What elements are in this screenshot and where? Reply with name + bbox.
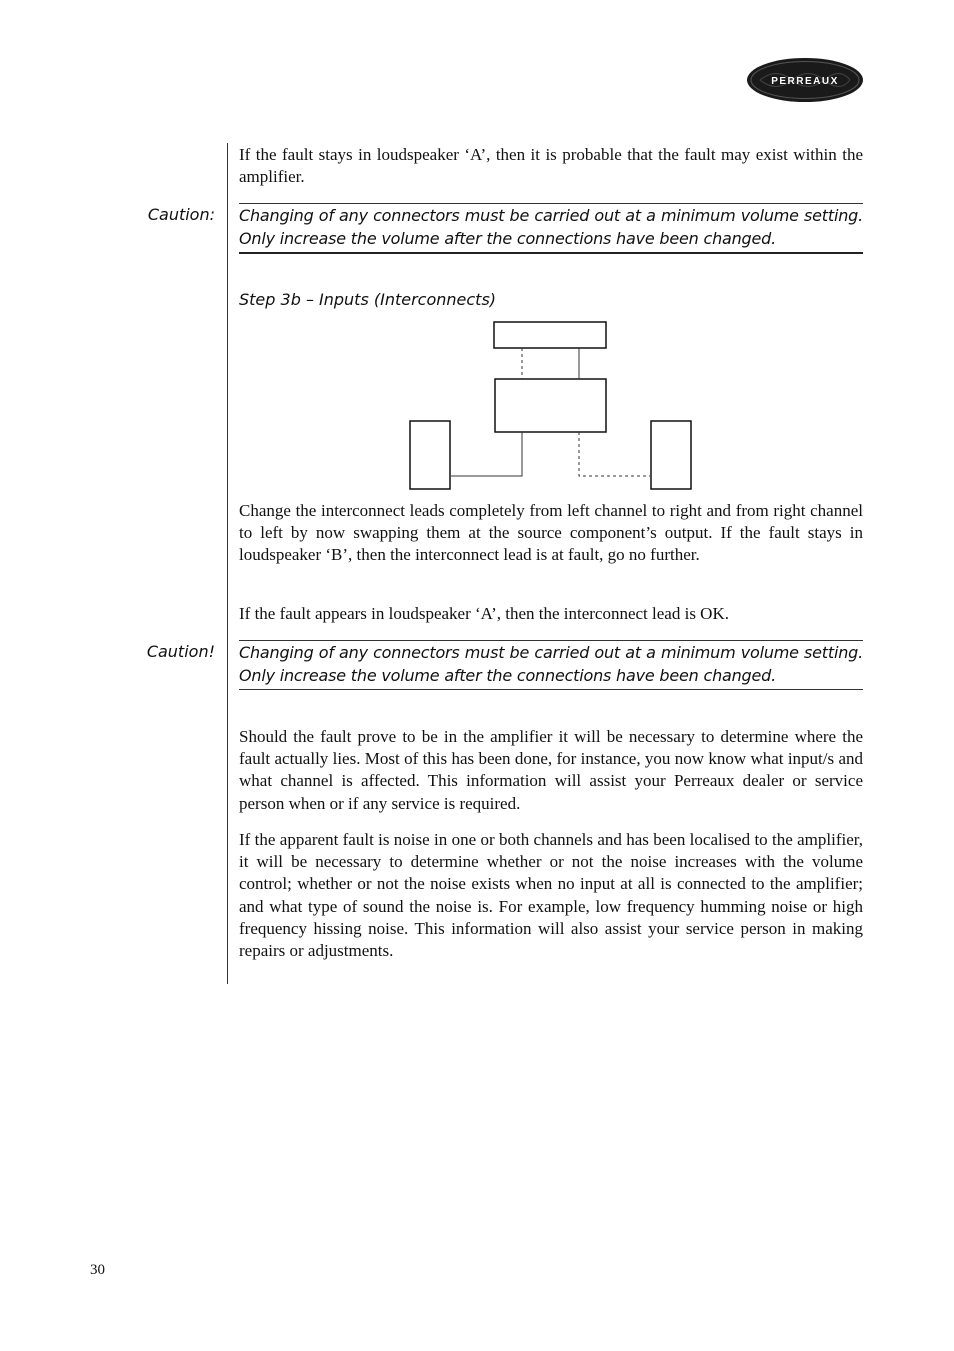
caution-box-2 xyxy=(239,640,863,690)
left-speaker-box xyxy=(410,421,450,489)
caution-label-1: Caution: xyxy=(147,205,215,224)
right-speaker-box xyxy=(651,421,691,489)
perreaux-logo-icon xyxy=(746,57,864,103)
noise-block xyxy=(239,829,863,962)
should-paragraph: Should the fault prove to be in the amplifier it will be necessary to determine where the fault actually lies. Most of this has been done, for instance, you now know what input/s and what channel is affected. This information will assist your Perreaux dealer or service person when or if any service is required. xyxy=(239,727,863,813)
intro-block xyxy=(239,144,863,188)
ok-paragraph: If the fault appears in loudspeaker ‘A’, then the interconnect lead is OK. xyxy=(239,604,729,623)
source-component-box xyxy=(494,322,606,348)
should-block xyxy=(239,726,863,815)
caution-label-2: Caution! xyxy=(146,642,215,661)
speaker-lead-left xyxy=(451,432,522,476)
margin-rule xyxy=(227,143,228,984)
noise-paragraph: If the apparent fault is noise in one or both channels and has been localised to the amplifier, it will be necessary to determine whether or not the noise increases with the volume control; whether or not the noise exists when no input at all is connected to the amplifier; and what type of sound the noise is. For example, low frequency humming noise or high frequency hissing noise. This information will also assist your service person in making repairs or adjustments. xyxy=(239,830,863,961)
page-number: 30 xyxy=(90,1262,105,1278)
caution-box-1 xyxy=(239,203,863,254)
perreaux-logo xyxy=(746,57,864,103)
step-heading-block xyxy=(239,290,863,310)
amplifier-box xyxy=(495,379,606,432)
logo-text: PERREAUX xyxy=(771,76,839,87)
ok-block xyxy=(239,603,863,625)
step-heading: Step 3b – Inputs (Interconnects) xyxy=(239,290,497,309)
caution-text-1: Changing of any connectors must be carried out at a minimum volume setting. Only increase the volume after the connections have been changed. xyxy=(239,206,863,248)
intro-paragraph: If the fault stays in loudspeaker ‘A’, then it is probable that the fault may exist within the amplifier. xyxy=(239,145,863,187)
speaker-lead-right xyxy=(579,432,650,476)
change-block xyxy=(239,500,863,567)
change-paragraph: Change the interconnect leads completely from left channel to right and from right channel to left by now swapping them at the source component’s output. If the fault stays in loudspeaker ‘B’, then the interconnect lead is at fault, go no further. xyxy=(239,501,863,565)
caution-text-2: Changing of any connectors must be carried out at a minimum volume setting. Only increase the volume after the connections have been changed. xyxy=(239,643,863,685)
interconnect-diagram xyxy=(405,318,697,494)
